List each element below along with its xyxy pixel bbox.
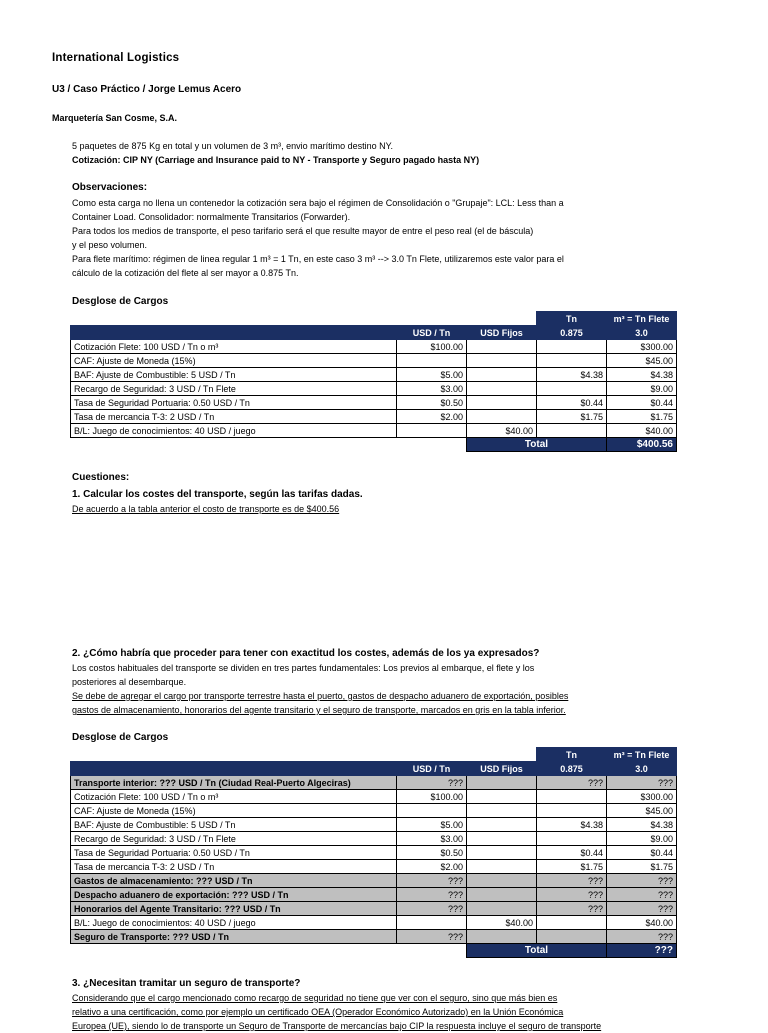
observaciones-line: cálculo de la cotización del flete al ser mayor a 0.875 Tn. (72, 268, 299, 278)
table-row (71, 832, 677, 846)
row-value-cell: $1.75 (607, 860, 677, 874)
column-header: Tn (537, 748, 607, 762)
row-value-cell: ??? (397, 776, 467, 790)
table-row (71, 396, 677, 410)
answer-1: De acuerdo a la tabla anterior el costo de transporte es de $400.56 (72, 504, 340, 514)
table-row (71, 902, 677, 916)
row-concept-cell: Recargo de Seguridad: 3 USD / Tn Flete (71, 832, 397, 846)
row-value-cell (397, 424, 467, 438)
column-header: USD Fijos (467, 762, 537, 776)
row-value-cell (467, 790, 537, 804)
table-row (71, 860, 677, 874)
row-value-cell: $3.00 (397, 832, 467, 846)
row-value-cell: $9.00 (607, 832, 677, 846)
row-value-cell (467, 902, 537, 916)
row-value-cell: $5.00 (397, 818, 467, 832)
table2-heading: Desglose de Cargos (72, 732, 169, 743)
table-row (71, 874, 677, 888)
total-value: ??? (607, 944, 677, 958)
column-header: m³ = Tn Flete (607, 748, 677, 762)
row-value-cell: $4.38 (607, 368, 677, 382)
observaciones-line: Container Load. Consolidador: normalmente Transitarios (Forwarder). (72, 212, 351, 222)
row-value-cell: ??? (607, 874, 677, 888)
row-concept-cell: CAF: Ajuste de Moneda (15%) (71, 804, 397, 818)
table-header-row (71, 326, 677, 340)
row-value-cell: $0.44 (607, 396, 677, 410)
row-value-cell: $9.00 (607, 382, 677, 396)
row-value-cell: $0.44 (537, 396, 607, 410)
row-concept-cell: Seguro de Transporte: ??? USD / Tn (71, 930, 397, 944)
row-value-cell: $45.00 (607, 354, 677, 368)
column-header: USD Fijos (467, 326, 537, 340)
column-header: m³ = Tn Flete (607, 312, 677, 326)
answer-2-underlined: gastos de almacenamiento, honorarios del agente transitario y el seguro de transporte, marcados en gris en la tabla inferior. (72, 705, 566, 715)
table-row (71, 410, 677, 424)
row-value-cell: $1.75 (537, 410, 607, 424)
row-value-cell (467, 860, 537, 874)
row-value-cell (537, 832, 607, 846)
total-label: Total (467, 438, 607, 452)
row-concept-cell: Recargo de Seguridad: 3 USD / Tn Flete (71, 382, 397, 396)
charges-table-1 (70, 311, 677, 452)
row-value-cell (467, 776, 537, 790)
answer-2-line: Los costos habituales del transporte se dividen en tres partes fundamentales: Los previos al embarque, el flete y los (72, 663, 535, 673)
row-value-cell: $4.38 (607, 818, 677, 832)
row-concept-cell: Gastos de almacenamiento: ??? USD / Tn (71, 874, 397, 888)
row-value-cell: $4.38 (537, 368, 607, 382)
observaciones-line: Como esta carga no llena un contenedor la cotización sera bajo el régimen de Consolidación o "Grupaje": LCL: Less than a (72, 198, 564, 208)
table-row (71, 930, 677, 944)
row-value-cell (467, 382, 537, 396)
row-value-cell: ??? (397, 888, 467, 902)
document-subtitle: U3 / Caso Práctico / Jorge Lemus Acero (52, 84, 242, 95)
table-row (71, 888, 677, 902)
row-concept-cell: Tasa de Seguridad Portuaria: 0.50 USD / Tn (71, 396, 397, 410)
row-value-cell: ??? (607, 888, 677, 902)
company-name: Marquetería San Cosme, S.A. (52, 113, 178, 123)
observaciones-line: Para todos los medios de transporte, el peso tarifario será el que resulte mayor de entre el peso real (el de báscula) (72, 226, 534, 236)
row-value-cell: $2.00 (397, 860, 467, 874)
row-concept-cell: Tasa de Seguridad Portuaria: 0.50 USD / Tn (71, 846, 397, 860)
row-value-cell (467, 874, 537, 888)
row-value-cell: ??? (607, 930, 677, 944)
cuestiones-heading: Cuestiones: (72, 472, 130, 483)
row-value-cell (467, 804, 537, 818)
table-row (71, 368, 677, 382)
row-value-cell (537, 790, 607, 804)
row-value-cell (537, 340, 607, 354)
answer-3-line: Considerando que el cargo mencionado como recargo de seguridad no tiene que ver con el seguro, sino que más bien es (72, 993, 558, 1003)
row-concept-cell: Cotización Flete: 100 USD / Tn o m³ (71, 340, 397, 354)
row-value-cell: ??? (537, 888, 607, 902)
row-concept-cell: BAF: Ajuste de Combustible: 5 USD / Tn (71, 368, 397, 382)
row-value-cell: ??? (537, 874, 607, 888)
row-value-cell (467, 396, 537, 410)
table-row (71, 354, 677, 368)
table-row (71, 916, 677, 930)
row-value-cell (467, 410, 537, 424)
row-value-cell: $0.44 (537, 846, 607, 860)
table-row (71, 340, 677, 354)
total-row (71, 438, 677, 452)
row-value-cell (467, 354, 537, 368)
observaciones-line: Para flete marítimo: régimen de linea regular 1 m³ = 1 Tn, en este caso 3 m³ --> 3.0 Tn Flete, utilizaremos este valor para el (72, 254, 564, 264)
row-concept-cell: Cotización Flete: 100 USD / Tn o m³ (71, 790, 397, 804)
row-value-cell: $3.00 (397, 382, 467, 396)
row-concept-cell: Despacho aduanero de exportación: ??? USD / Tn (71, 888, 397, 902)
answer-3-line: Europea (UE), siendo lo de transporte un Seguro de Transporte de mercancías bajo CIP la respuesta incluye el seguro de transporte (72, 1021, 602, 1031)
column-header: Tn (537, 312, 607, 326)
row-value-cell: $40.00 (467, 424, 537, 438)
table-row (71, 424, 677, 438)
row-value-cell: $5.00 (397, 368, 467, 382)
row-value-cell: $40.00 (467, 916, 537, 930)
answer-2-line: posteriores al desembarque. (72, 677, 187, 687)
row-value-cell (537, 354, 607, 368)
table-row (71, 818, 677, 832)
row-value-cell (537, 424, 607, 438)
row-value-cell: $0.50 (397, 846, 467, 860)
row-value-cell: $45.00 (607, 804, 677, 818)
row-value-cell (397, 354, 467, 368)
row-value-cell: ??? (607, 902, 677, 916)
row-concept-cell: Tasa de mercancia T-3: 2 USD / Tn (71, 410, 397, 424)
row-value-cell: $1.75 (537, 860, 607, 874)
row-value-cell: $100.00 (397, 790, 467, 804)
row-value-cell: ??? (607, 776, 677, 790)
row-value-cell: ??? (397, 902, 467, 916)
row-value-cell (467, 832, 537, 846)
row-value-cell (537, 916, 607, 930)
row-value-cell (467, 818, 537, 832)
row-value-cell (467, 846, 537, 860)
row-value-cell (467, 888, 537, 902)
row-concept-cell: B/L: Juego de conocimientos: 40 USD / juego (71, 424, 397, 438)
row-value-cell: $2.00 (397, 410, 467, 424)
intro-line-1: 5 paquetes de 875 Kg en total y un volumen de 3 m³, envio marítimo destino NY. (72, 141, 394, 151)
table-row (71, 846, 677, 860)
table-row (71, 804, 677, 818)
column-header: USD / Tn (397, 762, 467, 776)
table-header-row-top (71, 312, 677, 326)
table-row (71, 776, 677, 790)
table-row (71, 790, 677, 804)
row-value-cell: $0.44 (607, 846, 677, 860)
row-value-cell (537, 382, 607, 396)
row-value-cell: $300.00 (607, 340, 677, 354)
row-value-cell: ??? (397, 930, 467, 944)
observaciones-line: y el peso volumen. (72, 240, 148, 250)
row-value-cell: $1.75 (607, 410, 677, 424)
row-concept-cell: BAF: Ajuste de Combustible: 5 USD / Tn (71, 818, 397, 832)
question-1: 1. Calcular los costes del transporte, según las tarifas dadas. (72, 489, 363, 500)
answer-3-line: relativo a una certificación, como por ejemplo un certificado OEA (Operador Económico Autorizado) en la Unión Económica (72, 1007, 564, 1017)
answer-2-underlined: Se debe de agregar el cargo por transporte terrestre hasta el puerto, gastos de despacho aduanero de exportación, posibles (72, 691, 569, 701)
column-header: USD / Tn (397, 326, 467, 340)
row-value-cell: $40.00 (607, 424, 677, 438)
row-concept-cell: Tasa de mercancia T-3: 2 USD / Tn (71, 860, 397, 874)
document-title: International Logistics (52, 52, 180, 64)
question-2: 2. ¿Cómo habría que proceder para tener con exactitud los costes, además de los ya expresados? (72, 648, 540, 659)
column-header: 0.875 (537, 762, 607, 776)
row-value-cell: ??? (537, 902, 607, 916)
row-value-cell: $100.00 (397, 340, 467, 354)
row-value-cell (467, 340, 537, 354)
charges-table-2 (70, 747, 677, 958)
row-value-cell (537, 804, 607, 818)
table-header-row-top (71, 748, 677, 762)
row-value-cell: ??? (397, 874, 467, 888)
row-value-cell: $4.38 (537, 818, 607, 832)
row-concept-cell: B/L: Juego de conocimientos: 40 USD / juego (71, 916, 397, 930)
row-concept-cell: Honorarios del Agente Transitario: ??? USD / Tn (71, 902, 397, 916)
column-header: 3.0 (607, 326, 677, 340)
total-label: Total (467, 944, 607, 958)
column-header: 0.875 (537, 326, 607, 340)
total-row (71, 944, 677, 958)
row-concept-cell: Transporte interior: ??? USD / Tn (Ciudad Real-Puerto Algeciras) (71, 776, 397, 790)
question-3: 3. ¿Necesitan tramitar un seguro de transporte? (72, 978, 301, 989)
row-value-cell: $40.00 (607, 916, 677, 930)
column-header: 3.0 (607, 762, 677, 776)
observaciones-heading: Observaciones: (72, 182, 148, 193)
row-concept-cell: CAF: Ajuste de Moneda (15%) (71, 354, 397, 368)
row-value-cell (467, 368, 537, 382)
row-value-cell (397, 916, 467, 930)
table-row (71, 382, 677, 396)
intro-line-2: Cotización: CIP NY (Carriage and Insurance paid to NY - Transporte y Seguro pagado hasta NY) (72, 155, 480, 165)
row-value-cell (537, 930, 607, 944)
row-value-cell (467, 930, 537, 944)
row-value-cell: $300.00 (607, 790, 677, 804)
table-header-row (71, 762, 677, 776)
row-value-cell: $0.50 (397, 396, 467, 410)
total-value: $400.56 (607, 438, 677, 452)
row-value-cell: ??? (537, 776, 607, 790)
row-value-cell (397, 804, 467, 818)
table1-heading: Desglose de Cargos (72, 296, 169, 307)
